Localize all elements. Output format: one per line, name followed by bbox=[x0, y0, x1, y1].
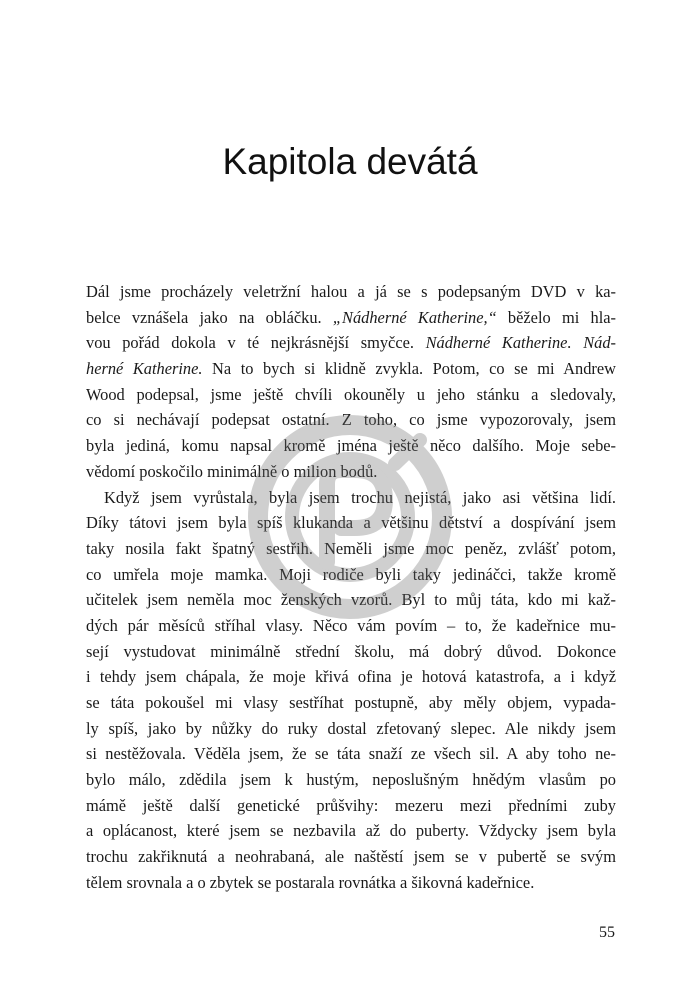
text-line: belce vznášela jako na obláčku. „Nádherné Katherine,“ běželo mi hla- bbox=[86, 307, 616, 327]
text-line: bylo málo, zdědila jsem k hustým, neposlušným hnědým vlasům po bbox=[86, 770, 616, 790]
text-line: trochu zakřiknutá a neohrabaná, ale naštěstí jsem se v pubertě se svým bbox=[86, 847, 616, 867]
text-line: taky nosila fakt špatný sestřih. Neměli jsme moc peněz, zvlášť potom, bbox=[86, 538, 616, 558]
text-line: herné Katherine. Na to bych si klidně zvykla. Potom, co se mi Andrew bbox=[86, 359, 616, 379]
text-line: vědomí poskočilo minimálně o milion bodů. bbox=[86, 461, 378, 481]
chapter-title: Kapitola devátá bbox=[222, 141, 478, 182]
text-line: ly spíš, jako by nůžky do ruky dostal zfetovaný slepec. Ale nikdy jsem bbox=[86, 718, 616, 738]
text-line: dých pár měsíců stříhal vlasy. Něco vám povím – to, že kadeřnice mu- bbox=[86, 615, 616, 635]
text-line: Dál jsme procházely veletržní halou a já se s podepsaným DVD v ka- bbox=[86, 282, 616, 301]
page-number: 55 bbox=[599, 924, 615, 941]
text-line: co umřela moje mamka. Moji rodiče byli taky jedináčci, takže kromě bbox=[86, 564, 616, 584]
text-line: si nestěžovala. Věděla jsem, že se táta snaží ze všech sil. A aby toho ne- bbox=[86, 744, 616, 764]
text-line: tělem srovnala a o zbytek se postarala rovnátka a šikovná kadeřnice. bbox=[86, 872, 535, 892]
text-line: vou pořád dokola v té nejkrásnější smyčce. Nádherné Katherine. Nád- bbox=[86, 333, 616, 353]
text-line: učitelek jsem neměla moc ženských vzorů. Byl to můj táta, kdo mi kaž- bbox=[86, 590, 616, 610]
text-line: sejí vystudovat minimálně střední školu, má dobrý důvod. Dokonce bbox=[86, 641, 616, 661]
text-line: se táta pokoušel mi vlasy sestříhat postupně, aby měly objem, vypada- bbox=[86, 693, 616, 712]
text-line: Díky tátovi jsem byla spíš klukanda a většinu dětství a dospívání jsem bbox=[86, 513, 616, 533]
text-line: i tehdy jsem chápala, že moje křivá ofina je hotová katastrofa, a i když bbox=[86, 667, 616, 687]
text-line: mámě ještě další genetické průšvihy: mezeru mezi předními zuby bbox=[86, 795, 616, 815]
text-line: Wood podepsal, jsme ještě chvíli okouněly u jeho stánku a sledovaly, bbox=[86, 384, 616, 404]
text-line: co si nechávají podepsat ostatní. Z toho, co jsme vypozorovaly, jsem bbox=[86, 410, 616, 430]
text-line: byla jediná, komu napsal kromě jména ještě něco dalšího. Moje sebe- bbox=[86, 436, 616, 456]
text-line: a oplácanost, které jsem se nezbavila až do puberty. Vždycky jsem byla bbox=[86, 821, 616, 841]
text-line: Když jsem vyrůstala, byla jsem trochu nejistá, jako asi většina lidí. bbox=[104, 487, 616, 507]
chapter-body bbox=[86, 279, 616, 896]
